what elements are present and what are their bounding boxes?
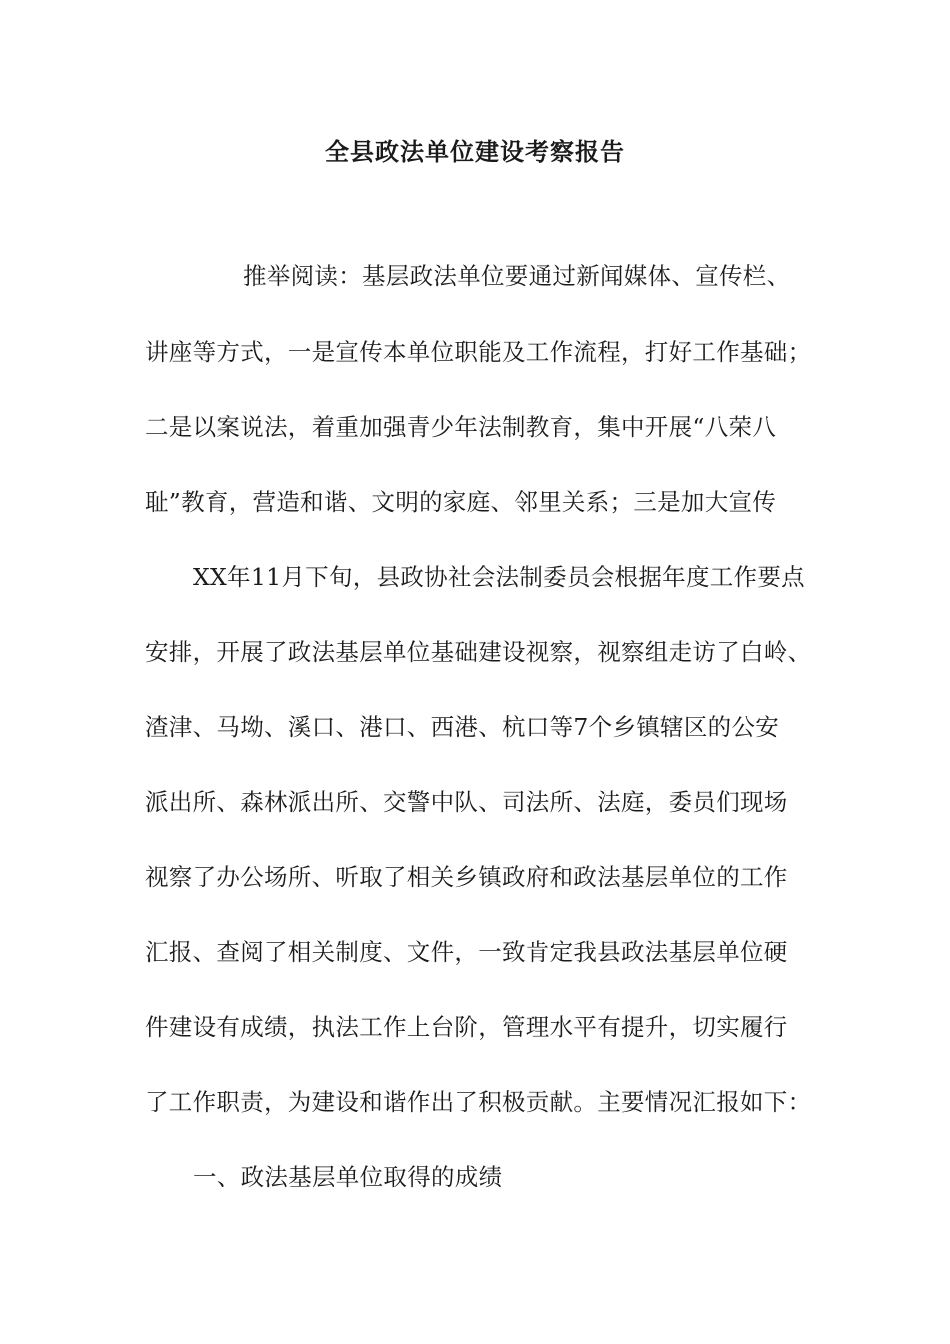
paragraph-line: 耻”教育，营造和谐、文明的家庭、邻里关系；三是加大宣传: [145, 488, 777, 516]
document-title: 全县政法单位建设考察报告: [325, 137, 625, 166]
paragraph-line: 件建设有成绩，执法工作上台阶，管理水平有提升，切实履行: [145, 1013, 788, 1041]
paragraph-line: 了工作职责，为建设和谐作出了积极贡献。主要情况汇报如下：: [145, 1088, 812, 1116]
paragraph-line: 安排，开展了政法基层单位基础建设视察，视察组走访了白岭、: [145, 638, 812, 666]
section-heading: 一、政法基层单位取得的成绩: [193, 1163, 503, 1191]
paragraph-line: 讲座等方式，一是宣传本单位职能及工作流程，打好工作基础；: [145, 338, 812, 366]
paragraph-line: XX年11月下旬，县政协社会法制委员会根据年度工作要点: [193, 563, 805, 591]
paragraph-line: 二是以案说法，着重加强青少年法制教育，集中开展“八荣八: [145, 413, 777, 441]
paragraph-line: 推举阅读：基层政法单位要通过新闻媒体、宣传栏、: [243, 262, 791, 290]
paragraph-line: 汇报、查阅了相关制度、文件，一致肯定我县政法基层单位硬: [145, 938, 788, 966]
paragraph-line: 渣津、马坳、溪口、港口、西港、杭口等7个乡镇辖区的公安: [145, 713, 780, 741]
paragraph-line: 视察了办公场所、听取了相关乡镇政府和政法基层单位的工作: [145, 863, 788, 891]
paragraph-line: 派出所、森林派出所、交警中队、司法所、法庭，委员们现场: [145, 788, 788, 816]
